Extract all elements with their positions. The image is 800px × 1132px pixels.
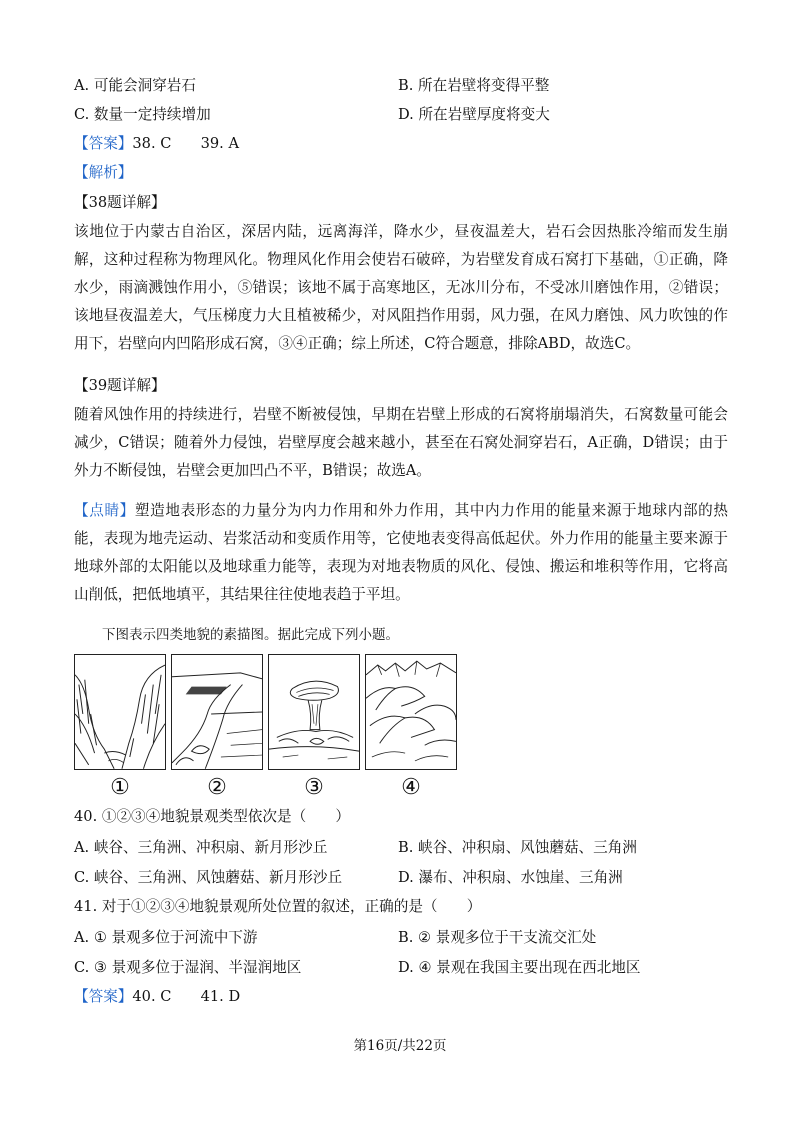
q38-explanation: 该地位于内蒙古自治区，深居内陆，远离海洋，降水少，昼夜温差大，岩石会因热胀冷缩而发生崩解，这种过程称为物理风化。物理风化作用会使岩石破碎，为岩壁发育成石窝打下基础，①正确，降水少，雨滴溅蚀作用小，⑤错误；该地不属于高寒地区，无冰川分布，不受冰川磨蚀作用，②错误；该地昼夜温差大，气压梯度力大且植被稀少，对风阻挡作用弱，风力强，在风力磨蚀、风力吹蚀的作用下，岩壁向内凹陷形成石窝，③④正确；综上所述，C符合题意，排除ABD，故选C。 [74, 223, 728, 352]
option-b: B. 所在岩壁将变得平整 [398, 77, 550, 94]
q41-stem: 41. 对于①②③④地貌景观所处位置的叙述，正确的是（ ） [74, 898, 482, 915]
sand-dune-sketch [365, 654, 457, 770]
figure-intro: 下图表示四类地貌的素描图。据此完成下列小题。 [102, 627, 399, 643]
option-a: A. 可能会洞穿岩石 [74, 77, 196, 94]
answer-line [74, 134, 239, 154]
q41-option-a: A. ① 景观多位于河流中下游 [74, 929, 258, 946]
q39-explanation: 随着风蚀作用的持续进行，岩壁不断被侵蚀，早期在岩壁上形成的石窝将崩塌消失，石窝数量可能会减少，C错误；随着外力侵蚀，岩壁厚度会越来越小，甚至在石窝处洞穿岩石，A正确，D错误；由于外力不断侵蚀，岩壁会更加凹凸不平，B错误；故选A。 [74, 406, 728, 479]
option-c: C. 数量一定持续增加 [74, 106, 211, 123]
q39-header: 【39题详解】 [74, 377, 166, 394]
answer-tag: 【答案】 [74, 135, 133, 152]
analysis-tag: 【解析】 [74, 164, 133, 181]
q40-stem: 40. ①②③④地貌景观类型依次是（ ） [74, 808, 350, 825]
figure-label-3: ③ [304, 775, 324, 800]
q40-option-b: B. 峡谷、冲积扇、风蚀蘑菇、三角洲 [398, 839, 637, 856]
mushroom-rock-sketch [268, 654, 360, 770]
figure-label-1: ① [110, 775, 130, 800]
answer-text: 38. C 39. A [132, 135, 239, 152]
answer-tag-2: 【答案】 [74, 988, 133, 1005]
q41-option-b: B. ② 景观多位于干支流交汇处 [398, 929, 597, 946]
q41-option-d: D. ④ 景观在我国主要出现在西北地区 [398, 959, 641, 976]
q40-option-d: D. 瀑布、冲积扇、水蚀崖、三角洲 [398, 869, 623, 886]
tip-tag: 【点睛】 [74, 502, 135, 519]
tip-paragraph [74, 497, 728, 609]
q40-option-c: C. 峡谷、三角洲、风蚀蘑菇、新月形沙丘 [74, 869, 343, 886]
q40-option-a: A. 峡谷、三角洲、冲积扇、新月形沙丘 [74, 839, 328, 856]
q41-option-c: C. ③ 景观多位于湿润、半湿润地区 [74, 959, 302, 976]
tip-text: 塑造地表形态的力量分为内力作用和外力作用，其中内力作用的能量来源于地球内部的热能，表现为地壳运动、岩浆活动和变质作用等，它使地表变得高低起伏。外力作用的能量主要来源于地球外部的太阳能以及地球重力能等，表现为对地表物质的风化、侵蚀、搬运和堆积等作用，它将高山削低，把低地填平，其结果往往使地表趋于平坦。 [74, 502, 728, 603]
figure-label-2: ② [207, 775, 227, 800]
figure-label-4: ④ [401, 775, 421, 800]
delta-sketch [171, 654, 263, 770]
q38-header: 【38题详解】 [74, 194, 166, 211]
page-number: 第16页/共22页 [353, 1038, 447, 1054]
answer-line-2 [74, 987, 240, 1007]
option-d: D. 所在岩壁厚度将变大 [398, 106, 550, 123]
canyon-sketch [74, 654, 166, 770]
answer-text-2: 40. C 41. D [132, 988, 241, 1005]
